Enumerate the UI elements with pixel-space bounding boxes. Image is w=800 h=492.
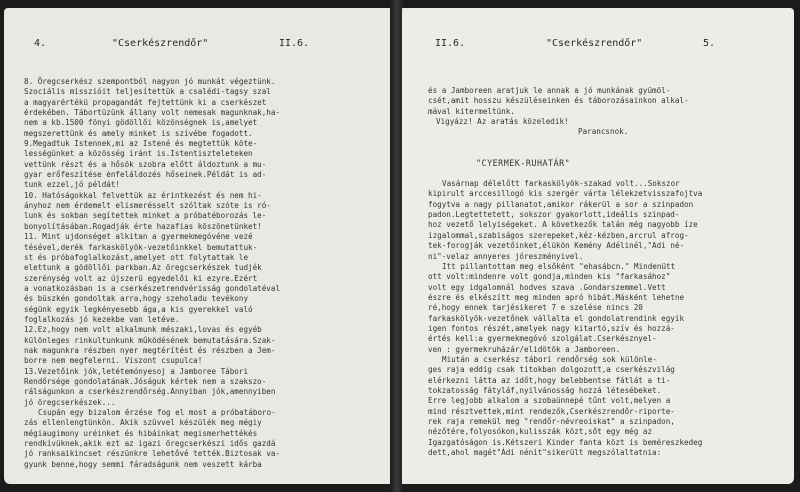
text-line: 11. Mint ujdonséget alkitan a gyermekmegóvéne vezé (24, 232, 253, 242)
text-line: a vonatkozásban is a cserkészetrendvérisság gondolatéval (24, 283, 281, 293)
text-line: Miután a cserkész tábori rendőrség sok különle- (442, 354, 657, 364)
left-issue-number: II.6. (279, 38, 310, 49)
text-line: 12.Ez,hogy nem volt alkalmunk mészaki,lovas és egyéb (24, 325, 262, 335)
text-line: farkaskölyök-vezetőnek vállalta el gondolatrendink egyik (428, 313, 685, 323)
text-line: szerénység volt az újszerü egyedelői ki ezyre.Ezért (24, 273, 258, 283)
text-line: és büszkén gondoltak arra,hogy szeholadu tevékony (24, 294, 249, 304)
text-line: Erre legjobb alkalom a szobaünnepé tűnt volt,melyen a (428, 396, 671, 406)
text-line: foglalkozás jó kezekbe van letéve. (24, 314, 180, 324)
text-line: elérkezni látta az időt,hogy belebbentse fátlát a ti- (428, 375, 671, 385)
right-running-title: "Cserkészrendőr" (546, 38, 643, 49)
text-line: bonyolításában.Rogadják érte hazafias köszönetünket! (24, 221, 262, 231)
text-line: nézőtére,folyosókon,kulisszák közt,sőt egy még az (428, 427, 653, 437)
text-line (428, 138, 702, 148)
text-line: jó öregcserkészek... (24, 397, 116, 407)
text-line: fogytva a nagy pillanatot,amikor rákerül a sor a szinpadon (428, 199, 694, 209)
text-line: Vasárnap délelőtt farkaskölyök-szakad volt...Sokszor (442, 179, 680, 189)
text-line: tek-forogják vezetőinket,élükön Kemény Adélinél,"Adi né- (428, 241, 685, 251)
right-page (402, 8, 794, 484)
text-line: ségünk egyik legkényesebb ága,a kis gyerekkel való (24, 304, 253, 314)
text-line: érdekében. Tábortüzünk állany volt nemesak magunknak,ha- (24, 108, 281, 118)
text-line: rendkívüknek,akik ezt az igazi öregcserkészi idős gazdá (24, 439, 276, 449)
text-line: Igazgatóságon is.Kétszeri Kinder fanta közt is beméreszkedeg (428, 437, 703, 447)
right-issue-number: II.6. (435, 38, 466, 49)
text-line: 9.Megadtuk Istennek,mi az Istené és megtettük köte- (24, 139, 258, 149)
text-line: st és próbafoglalkozást,amelyet ott folytattak le (24, 252, 249, 262)
text-line: vettünk részt és a hősök szobra előtt áldoztunk a mu- (24, 159, 267, 169)
left-page (4, 8, 394, 484)
text-line: nak magunkra részben nyer megtérítést és részben a Jem- (24, 345, 276, 355)
right-page-number: 5. (703, 38, 716, 49)
text-line: hoz vezető lelyiségeket. A következők talán még nagyobb íze (428, 220, 698, 230)
text-line (428, 148, 702, 158)
text-line: elettunk a gödöllői parkban.Az öregcserkészek tudjék (24, 263, 262, 273)
text-line: ni"-velaz annyeres jóreszményivel. (428, 251, 584, 261)
text-line: Rendőrsége gondolatának.Jóságuk kértek nem a szakszo- (24, 376, 267, 386)
text-line: borre nem megfelerni. Viszont csupulca! (24, 356, 203, 366)
text-line: lunk és sokban segítettek minket a próbatéborozás le- (24, 211, 267, 221)
section-title: "CYERMEK-RUHATÁR" (476, 158, 571, 169)
text-line: mával kitermeltünk. (428, 106, 515, 116)
text-line: értés kell:a gyermekmegóvó szolgálat.Cserkésznyel- (428, 334, 657, 344)
text-line: volt egy idgalomnál hodves szava .Gondarszemmel.Vett (428, 282, 666, 292)
text-line: megszerettünk és amely minket is szívébe fogadott. (24, 128, 253, 138)
text-line: 10. Hatóságokkal felvettük az érintkezést és nem hi- (24, 190, 262, 200)
text-line (428, 169, 702, 179)
text-line: 13.Vezetőink jók,letétemónyesoj a Jamboree Tábori (24, 366, 249, 376)
left-page-number: 4. (34, 38, 47, 49)
left-body-text (24, 77, 280, 470)
text-line: ges raja eddig csak titokban dolgozott,a cserkészvilág (428, 365, 675, 375)
text-line: különleges rinkultunkunk működésének bemutatására.Szak- (24, 335, 276, 345)
text-line: kipirult arccesillogó kis szergér várta lélekzetvisszafojtva (428, 189, 703, 199)
text-line: csét,amit hosszu készüléseinken és táborozásainkon alkal- (428, 96, 689, 106)
text-line: észre és elkészítt meg minden apró hibát.Másként lehetne (428, 292, 685, 302)
text-line: gyunk benne,hogy semmi fáradságunk nem veszett kárba (24, 459, 262, 469)
text-line: ott volt:mindenre volt gondja,minden kis "farkasához" (428, 272, 671, 282)
text-line: 8. Öregcserkész szempontból nagyon jó munkát végeztünk. (24, 77, 276, 86)
text-line: Vigyázz! Az aratás közeledik! (436, 117, 569, 127)
text-line: tésével,derék farkaskölyök-vezetőinkkel bemutattuk- (24, 242, 258, 252)
text-line: mégiaugimony uréinket és hibáinkat megismerhettékés (24, 428, 258, 438)
text-line: Csupán egy bizalom érzése fog el most a próbatáboro- (38, 408, 276, 417)
text-line: a magyarértékü propagandát fejtettünk ki a cserkészet (24, 97, 267, 107)
right-body-text (428, 86, 702, 458)
text-line: zás ellenlengtünkön. Akik szüvvel készülék meg mégiy (24, 418, 262, 428)
text-line: izgalommal,szabiságos szerepeket,kéz-kézben,arcrul afrog- (428, 230, 689, 240)
text-line: mind résztvettek,mint rendezők,Cserkészrendőr-riporte- (428, 406, 675, 416)
text-line: Itt pillantottam meg elsőként "ehasábcn." Mindenütt (442, 261, 676, 271)
text-line: lességünket a közösség iránt is.Istentiszteleteken (24, 149, 253, 159)
text-line: Szociális misszióit teljesítettük a csalédi-tagsy szal (24, 87, 271, 97)
text-line: padon.Legtettetett, sokszor gyakorlott,ideális szinpad- (428, 210, 680, 220)
text-line: gyar erőfeszítése ėnfeláldozés hőseinek.Példát is ad- (24, 170, 267, 180)
text-line: tunk ezzel,jó példát! (24, 180, 121, 190)
text-line: rek raja remekül meg "rendőr-névreoiskat" a szinpadon, (428, 417, 675, 426)
text-line: igen fontos részét,amelyek nagy kitartó,szív és hozzá- (428, 323, 675, 333)
text-line: rálságunkon a cserkészrendőrség.Annyiban jók,amennyiben (24, 387, 276, 397)
left-running-title: "Cserkészrendőr" (112, 38, 209, 49)
text-line: dett,ahol magét"Ádi nénit"sikerült megszólaltatnia: (428, 448, 662, 458)
text-line: tokzatosság fátyláf,nyilvánosság hozzá létesébeket. (428, 385, 662, 395)
text-line: ré,hogy ennek tarjésikeret 7 e szelése nincs 20 (428, 303, 643, 313)
text-line: és a Jamboreen aratjuk le annak a jó munkának gyümöl- (428, 86, 671, 95)
text-line: jó ranksaikincset részünkre lehetővé tették.Biztosak va- (24, 449, 281, 459)
text-line: ven : gyermekruházár/elidötök a Jamboreen. (428, 344, 621, 354)
text-line: nem a kb.1500 fönyi gödöllői közönségnek is,amelyet (24, 118, 258, 128)
text-line: Parancsnok. (578, 127, 629, 137)
text-line: ányhoz nem érdemelt elismerésselt szóltak szóte is ró- (24, 201, 271, 211)
